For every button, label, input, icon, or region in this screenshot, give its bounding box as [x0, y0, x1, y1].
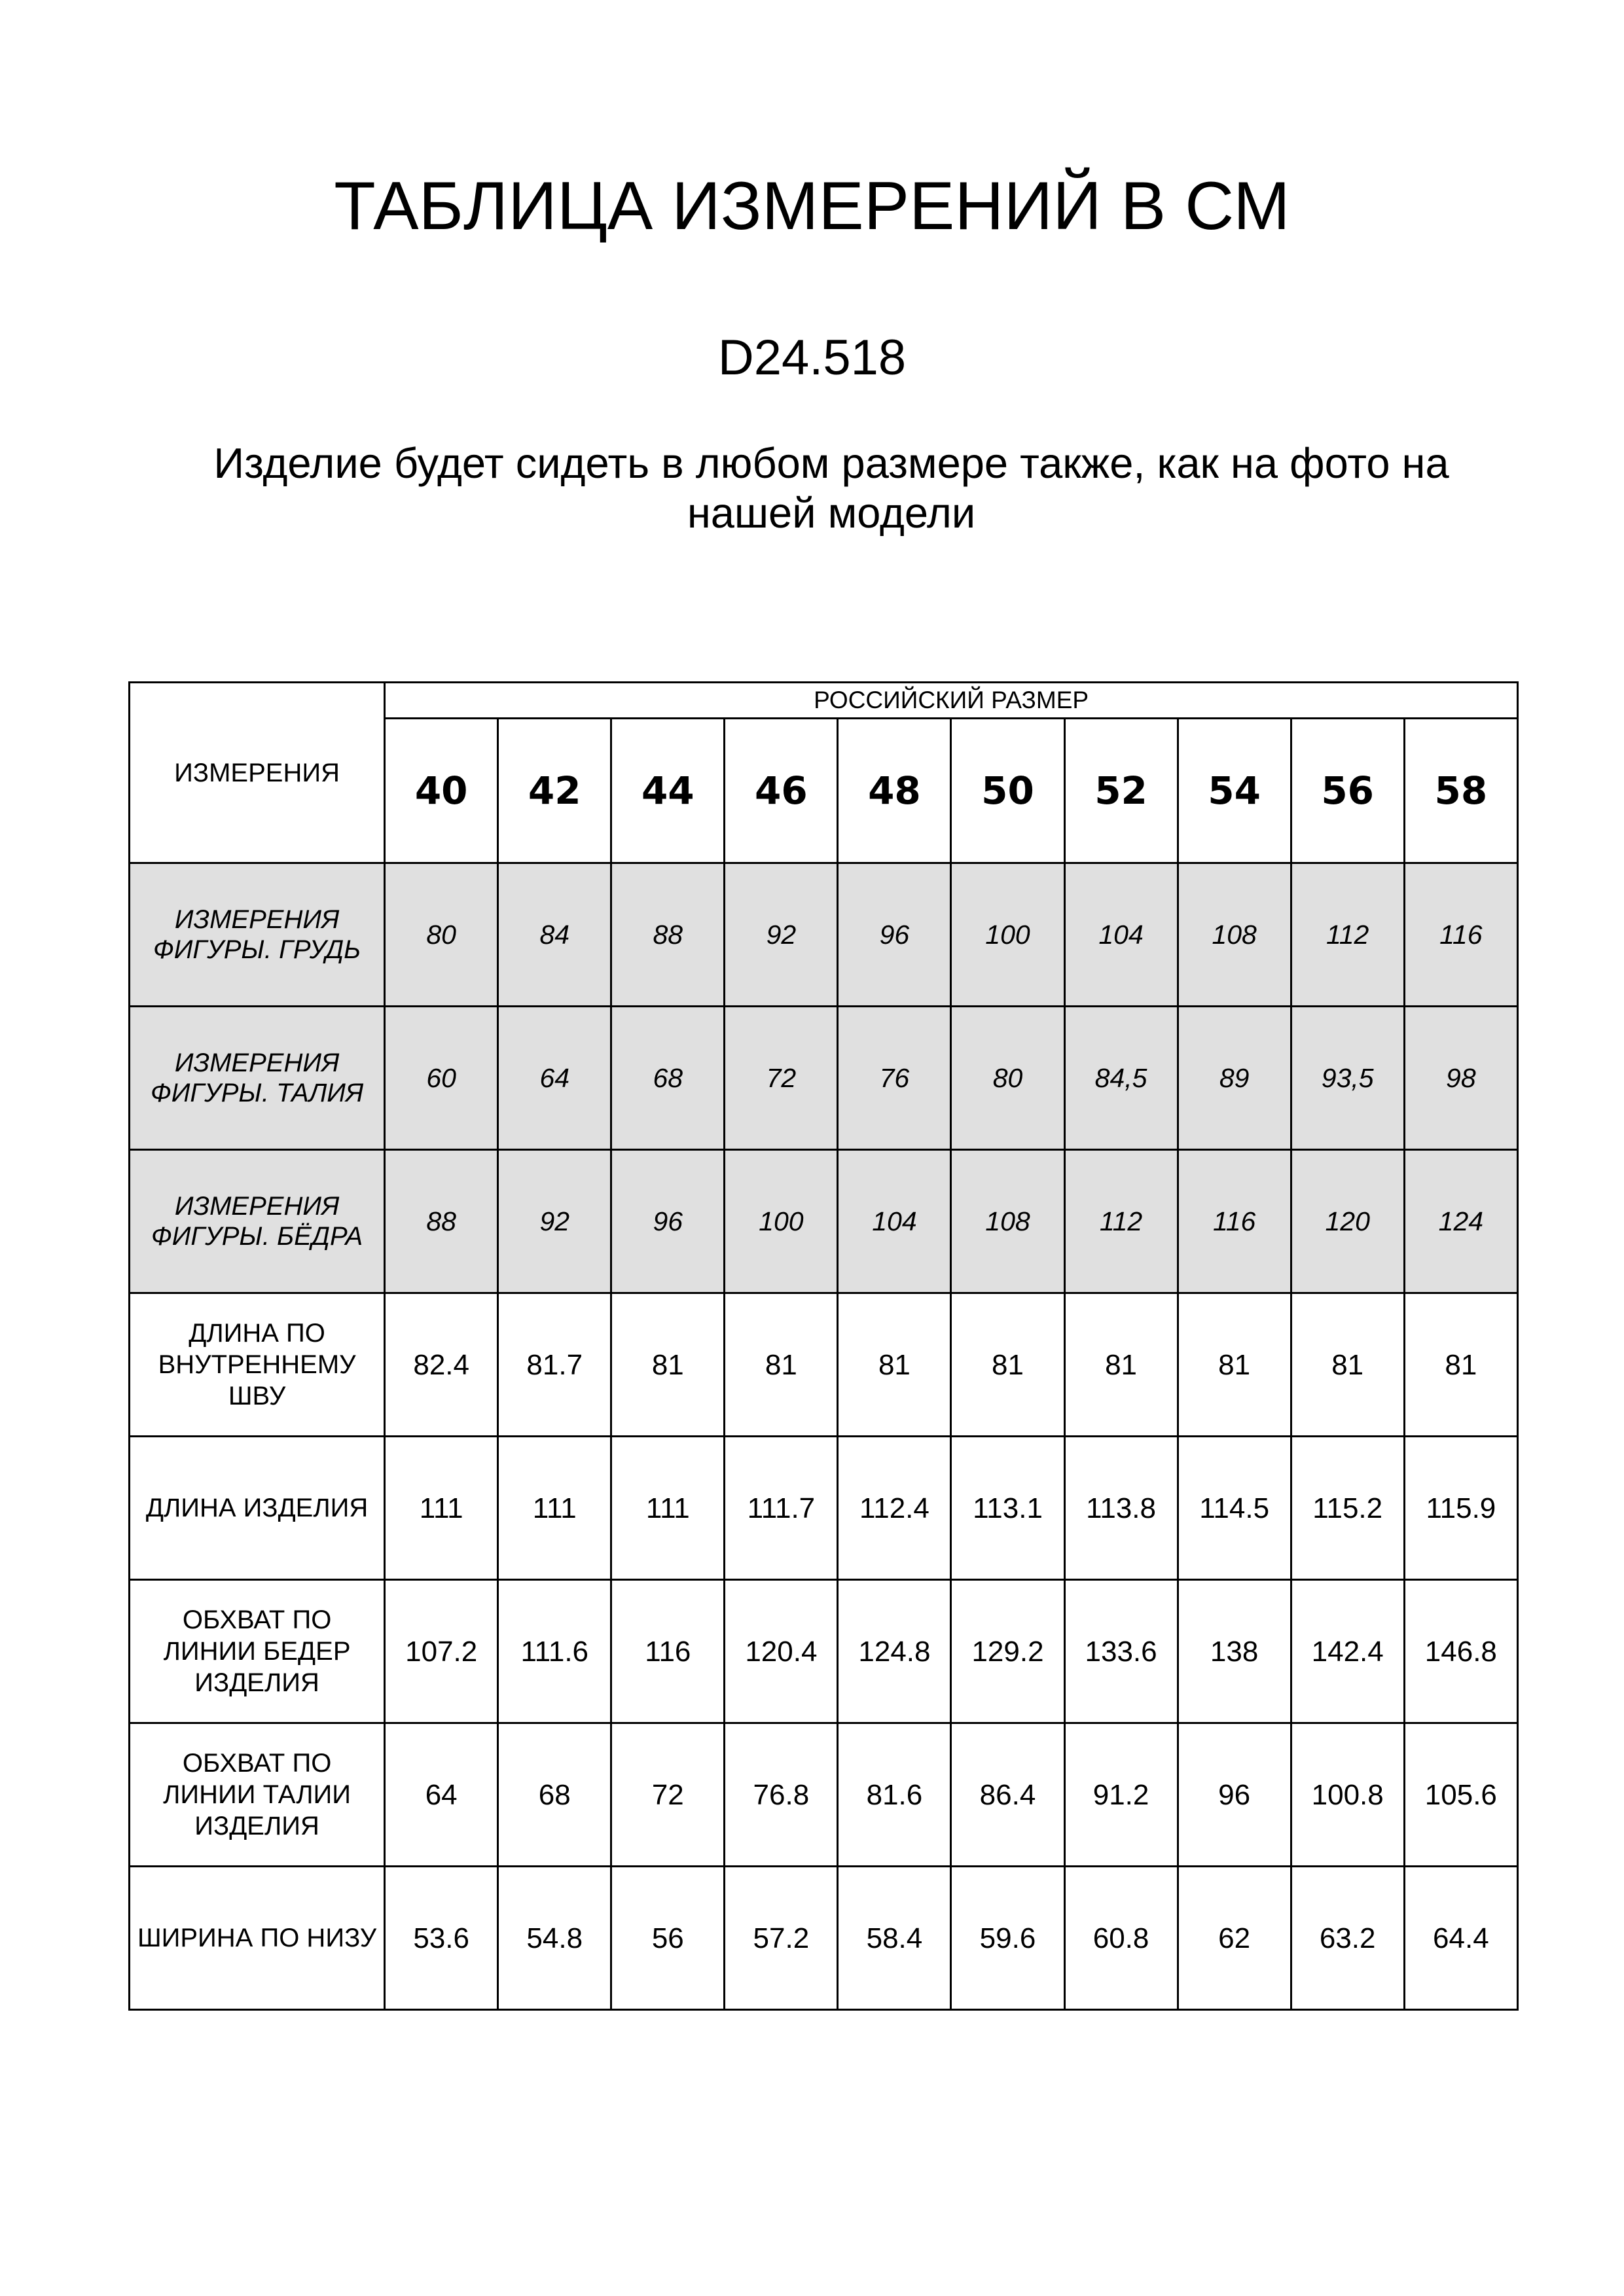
table-cell: 84,5 [1064, 1007, 1178, 1150]
table-cell: 81 [1291, 1293, 1404, 1437]
size-header-cell: 48 [838, 719, 951, 863]
table-cell: 72 [611, 1723, 725, 1867]
table-cell: 104 [838, 1150, 951, 1293]
size-header-cell: 52 [1064, 719, 1178, 863]
table-cell: 84 [498, 863, 611, 1007]
table-cell: 138 [1178, 1580, 1291, 1723]
article-number: D24.518 [717, 330, 907, 386]
table-cell: 76 [838, 1007, 951, 1150]
table-cell: 60.8 [1064, 1867, 1178, 2010]
row-label: ОБХВАТ ПО ЛИНИИ БЕДЕР ИЗДЕЛИЯ [130, 1580, 385, 1723]
table-cell: 89 [1178, 1007, 1291, 1150]
table-cell: 81 [951, 1293, 1064, 1437]
table-cell: 68 [611, 1007, 725, 1150]
row-label: ДЛИНА ИЗДЕЛИЯ [130, 1437, 385, 1580]
table-cell: 88 [385, 1150, 498, 1293]
header-row-region [130, 683, 1518, 719]
table-cell: 112 [1064, 1150, 1178, 1293]
table-cell: 112.4 [838, 1437, 951, 1580]
table-cell: 81 [725, 1293, 838, 1437]
table-cell: 111.6 [498, 1580, 611, 1723]
table-cell: 81 [1178, 1293, 1291, 1437]
size-header-cell: 58 [1404, 719, 1517, 863]
table-cell: 93,5 [1291, 1007, 1404, 1150]
table-row-product-length [130, 1437, 1518, 1580]
table-cell: 133.6 [1064, 1580, 1178, 1723]
size-region-header: РОССИЙСКИЙ РАЗМЕР [385, 683, 1518, 719]
table-cell: 108 [1178, 863, 1291, 1007]
table-cell: 96 [838, 863, 951, 1007]
table-row-hem-width [130, 1867, 1518, 2010]
table-cell: 62 [1178, 1867, 1291, 2010]
table-cell: 105.6 [1404, 1723, 1517, 1867]
table-cell: 58.4 [838, 1867, 951, 2010]
table-cell: 96 [1178, 1723, 1291, 1867]
size-header-cell: 44 [611, 719, 725, 863]
table-row-product-hip-girth [130, 1580, 1518, 1723]
table-cell: 104 [1064, 863, 1178, 1007]
table-cell: 53.6 [385, 1867, 498, 2010]
size-header-cell: 42 [498, 719, 611, 863]
table-cell: 57.2 [725, 1867, 838, 2010]
table-cell: 120 [1291, 1150, 1404, 1293]
table-cell: 64 [498, 1007, 611, 1150]
table-cell: 91.2 [1064, 1723, 1178, 1867]
table-row-product-waist-girth [130, 1723, 1518, 1867]
table-cell: 100 [725, 1150, 838, 1293]
table-cell: 80 [951, 1007, 1064, 1150]
table-cell: 129.2 [951, 1580, 1064, 1723]
table-cell: 100 [951, 863, 1064, 1007]
table-row-inseam-length [130, 1293, 1518, 1437]
page-title: ТАБЛИЦА ИЗМЕРЕНИЙ В СМ [334, 168, 1290, 244]
table-cell: 81 [1064, 1293, 1178, 1437]
table-cell: 96 [611, 1150, 725, 1293]
table-cell: 113.8 [1064, 1437, 1178, 1580]
table-cell: 88 [611, 863, 725, 1007]
fit-note: Изделие будет сидеть в любом размере также, как на фото на нашей модели [213, 439, 1449, 537]
table-cell: 76.8 [725, 1723, 838, 1867]
row-label: ИЗМЕРЕНИЯ ФИГУРЫ. ГРУДЬ [130, 863, 385, 1007]
size-header-cell: 50 [951, 719, 1064, 863]
table-cell: 92 [498, 1150, 611, 1293]
table-cell: 112 [1291, 863, 1404, 1007]
table-cell: 124.8 [838, 1580, 951, 1723]
table-cell: 82.4 [385, 1293, 498, 1437]
table-cell: 107.2 [385, 1580, 498, 1723]
table-cell: 98 [1404, 1007, 1517, 1150]
size-header-cell: 40 [385, 719, 498, 863]
size-header-cell: 46 [725, 719, 838, 863]
table-cell: 68 [498, 1723, 611, 1867]
table-cell: 56 [611, 1867, 725, 2010]
table-cell: 92 [725, 863, 838, 1007]
size-header-cell: 56 [1291, 719, 1404, 863]
table-cell: 120.4 [725, 1580, 838, 1723]
row-label: ИЗМЕРЕНИЯ ФИГУРЫ. ТАЛИЯ [130, 1007, 385, 1150]
table-cell: 113.1 [951, 1437, 1064, 1580]
table-cell: 115.2 [1291, 1437, 1404, 1580]
table-cell: 142.4 [1291, 1580, 1404, 1723]
table-row-body-hips [130, 1150, 1518, 1293]
table-cell: 63.2 [1291, 1867, 1404, 2010]
table-cell: 116 [611, 1580, 725, 1723]
table-cell: 100.8 [1291, 1723, 1404, 1867]
size-header-cell: 54 [1178, 719, 1291, 863]
table-cell: 81.7 [498, 1293, 611, 1437]
row-label: ИЗМЕРЕНИЯ ФИГУРЫ. БЁДРА [130, 1150, 385, 1293]
table-cell: 81 [1404, 1293, 1517, 1437]
table-cell: 81.6 [838, 1723, 951, 1867]
table-cell: 81 [838, 1293, 951, 1437]
table-cell: 64 [385, 1723, 498, 1867]
table-row-body-chest [130, 863, 1518, 1007]
table-cell: 116 [1178, 1150, 1291, 1293]
table-cell: 64.4 [1404, 1867, 1517, 2010]
table-cell: 54.8 [498, 1867, 611, 2010]
table-cell: 111 [385, 1437, 498, 1580]
table-cell: 80 [385, 863, 498, 1007]
row-label: ДЛИНА ПО ВНУТРЕННЕМУ ШВУ [130, 1293, 385, 1437]
table-cell: 124 [1404, 1150, 1517, 1293]
table-row-body-waist [130, 1007, 1518, 1150]
table-cell: 111 [611, 1437, 725, 1580]
table-cell: 81 [611, 1293, 725, 1437]
row-label: ОБХВАТ ПО ЛИНИИ ТАЛИИ ИЗДЕЛИЯ [130, 1723, 385, 1867]
table-cell: 116 [1404, 863, 1517, 1007]
table-cell: 86.4 [951, 1723, 1064, 1867]
table-cell: 111.7 [725, 1437, 838, 1580]
table-cell: 108 [951, 1150, 1064, 1293]
row-label: ШИРИНА ПО НИЗУ [130, 1867, 385, 2010]
size-chart-table [128, 681, 1519, 2011]
table-cell: 60 [385, 1007, 498, 1150]
table-cell: 146.8 [1404, 1580, 1517, 1723]
table-cell: 59.6 [951, 1867, 1064, 2010]
table-cell: 115.9 [1404, 1437, 1517, 1580]
table-cell: 111 [498, 1437, 611, 1580]
table-cell: 114.5 [1178, 1437, 1291, 1580]
measurements-header: ИЗМЕРЕНИЯ [130, 683, 385, 863]
table-cell: 72 [725, 1007, 838, 1150]
